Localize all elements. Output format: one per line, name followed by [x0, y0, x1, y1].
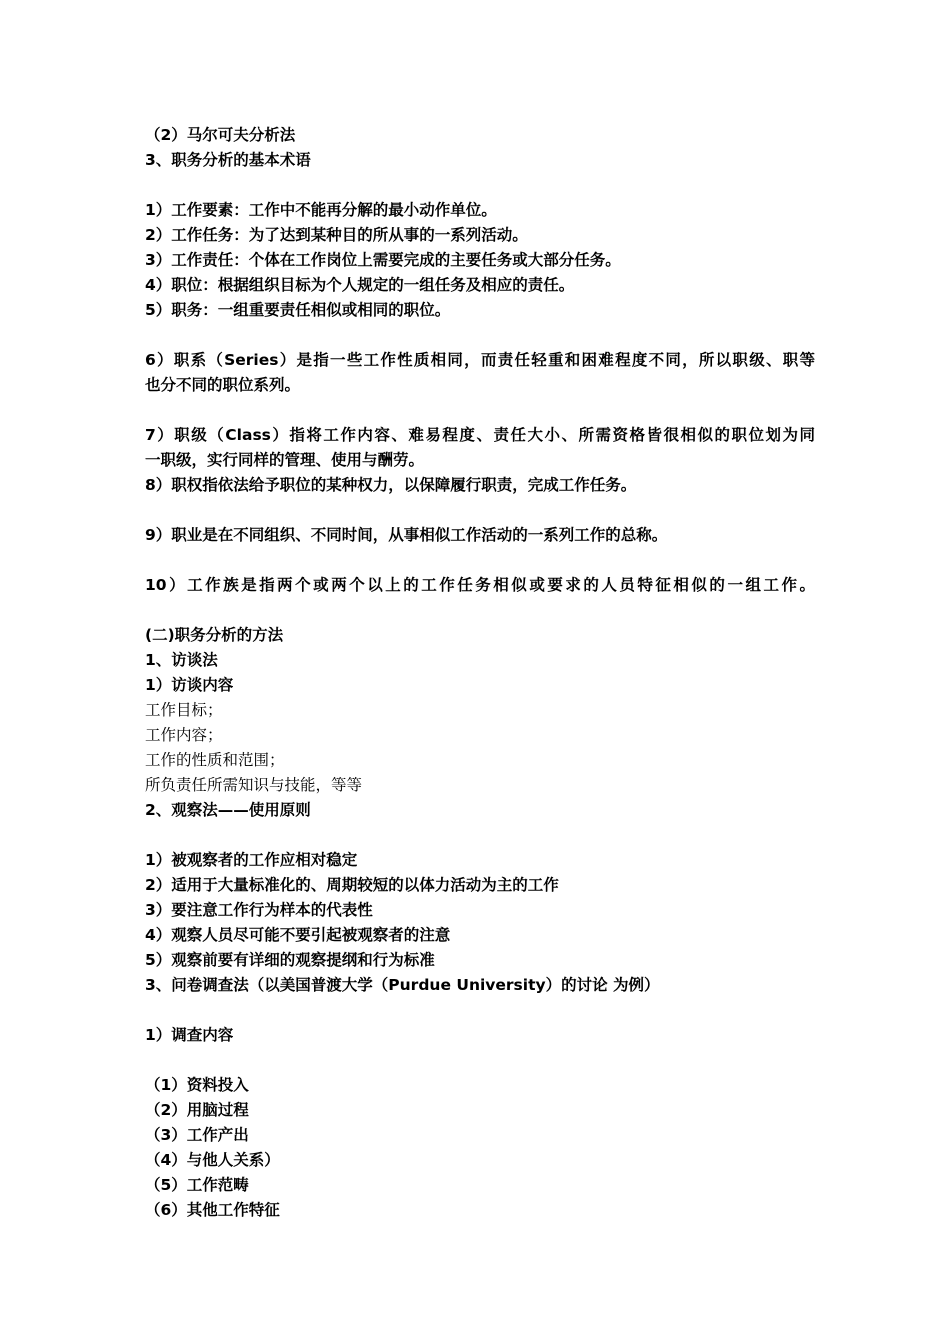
survey-item-information-input: （1）资料投入 — [145, 1076, 249, 1094]
observation-principle-2: 2）适用于大量标准化的、周期较短的以体力活动为主的工作 — [145, 876, 559, 894]
method-observation-heading: 2、观察法——使用原则 — [145, 801, 311, 819]
section-heading-basic-terms: 3、职务分析的基本术语 — [145, 151, 311, 169]
observation-principle-3: 3）要注意工作行为样本的代表性 — [145, 901, 373, 919]
observation-principle-5: 5）观察前要有详细的观察提纲和行为标准 — [145, 951, 435, 969]
section-heading-analysis-methods: (二)职务分析的方法 — [145, 626, 284, 644]
term-occupation: 9）职业是在不同组织、不同时间，从事相似工作活动的一系列工作的总称。 — [145, 526, 668, 544]
survey-content-heading: 1）调查内容 — [145, 1026, 234, 1044]
interview-content-heading: 1）访谈内容 — [145, 676, 234, 694]
term-class-line-2: 一职级，实行同样的管理、使用与酬劳。 — [145, 451, 425, 469]
interview-item-work-goal: 工作目标； — [145, 701, 223, 719]
term-job-family: 10）工作族是指两个或两个以上的工作任务相似或要求的人员特征相似的一组工作。 — [145, 576, 815, 594]
text-line-markov-analysis: （2）马尔可夫分析法 — [145, 126, 296, 144]
method-questionnaire-heading: 3、问卷调查法（以美国普渡大学（Purdue University）的讨论 为例） — [145, 976, 660, 994]
interview-item-nature-scope: 工作的性质和范围； — [145, 751, 285, 769]
survey-item-relationships: （4）与他人关系） — [145, 1151, 280, 1169]
method-interview-heading: 1、访谈法 — [145, 651, 218, 669]
term-job: 5）职务：一组重要责任相似或相同的职位。 — [145, 301, 451, 319]
term-authority: 8）职权指依法给予职位的某种权力，以保障履行职责，完成工作任务。 — [145, 476, 637, 494]
interview-item-knowledge-skills: 所负责任所需知识与技能，等等 — [145, 776, 363, 794]
term-work-responsibility: 3）工作责任：个体在工作岗位上需要完成的主要任务或大部分任务。 — [145, 251, 621, 269]
interview-item-work-content: 工作内容； — [145, 726, 223, 744]
term-series-line-1: 6）职系（Series）是指一些工作性质相同，而责任轻重和困难程度不同，所以职级、职等 — [145, 351, 815, 369]
survey-item-work-output: （3）工作产出 — [145, 1126, 249, 1144]
observation-principle-1: 1）被观察者的工作应相对稳定 — [145, 851, 358, 869]
survey-item-job-context: （5）工作范畴 — [145, 1176, 249, 1194]
term-class-line-1: 7）职级（Class）指将工作内容、难易程度、责任大小、所需资格皆很相似的职位划为同 — [145, 426, 815, 444]
term-work-task: 2）工作任务：为了达到某种目的所从事的一系列活动。 — [145, 226, 528, 244]
term-series-line-2: 也分不同的职位系列。 — [145, 376, 301, 394]
term-position: 4）职位：根据组织目标为个人规定的一组任务及相应的责任。 — [145, 276, 575, 294]
term-work-element: 1）工作要素：工作中不能再分解的最小动作单位。 — [145, 201, 497, 219]
observation-principle-4: 4）观察人员尽可能不要引起被观察者的注意 — [145, 926, 451, 944]
survey-item-other-characteristics: （6）其他工作特征 — [145, 1201, 280, 1219]
survey-item-mental-process: （2）用脑过程 — [145, 1101, 249, 1119]
